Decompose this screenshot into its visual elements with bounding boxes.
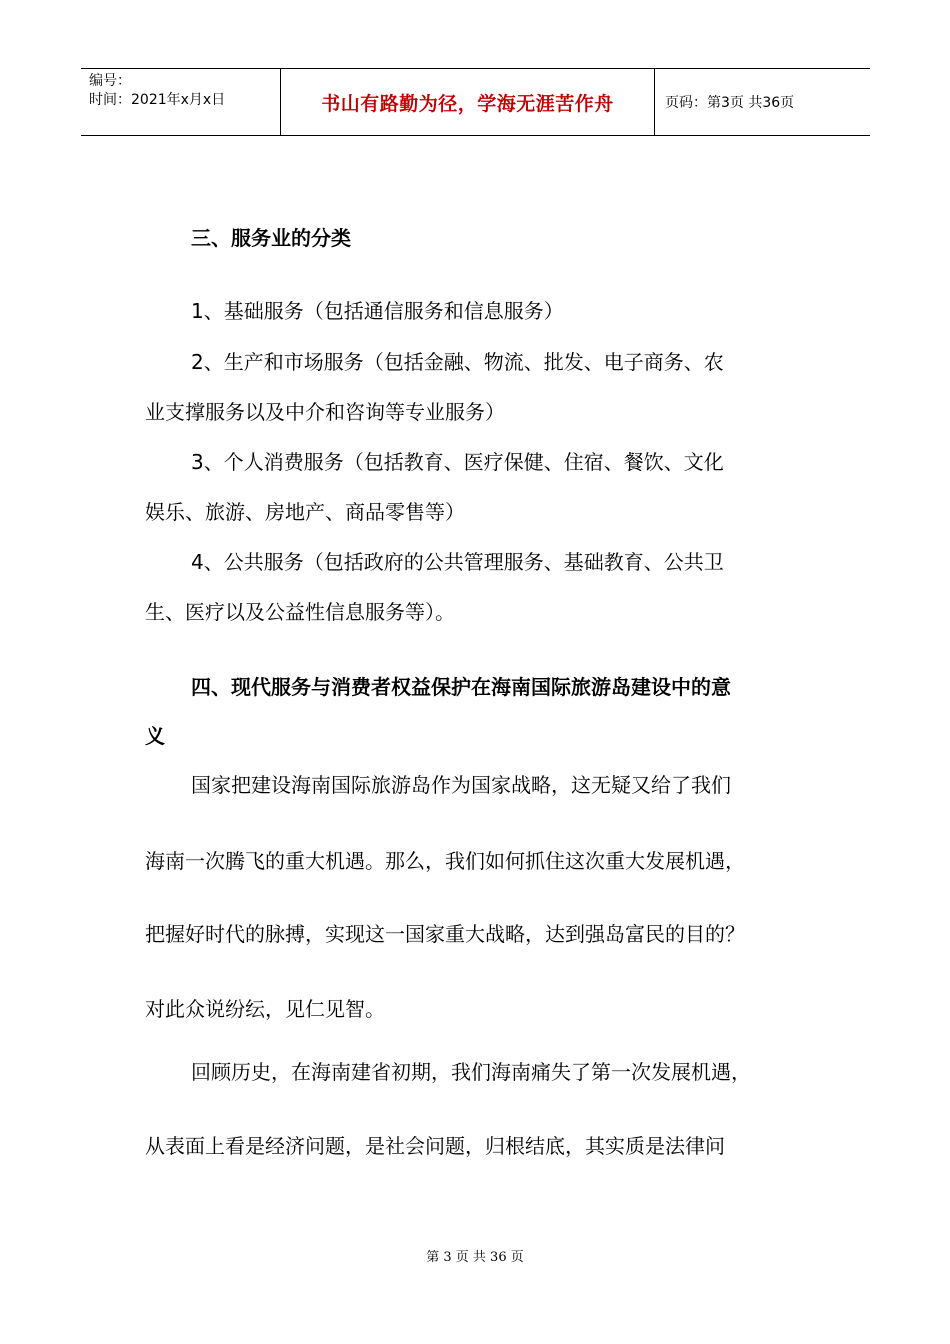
page-footer: 第 3 页 共 36 页 (426, 1250, 524, 1265)
list-item-2-line-1: 2、生产和市场服务（包括金融、物流、批发、电子商务、农 (191, 350, 724, 374)
paragraph-2-line-1: 回顾历史，在海南建省初期，我们海南痛失了第一次发展机遇， (191, 1060, 751, 1084)
list-item-3-line-1: 3、个人消费服务（包括教育、医疗保健、住宿、餐饮、文化 (191, 450, 724, 474)
header-page-cell (655, 69, 870, 135)
header-motto-cell (281, 69, 655, 135)
section-heading-3: 三、服务业的分类 (191, 226, 351, 250)
header-page-info: 页码：第3页 共36页 (665, 95, 795, 111)
header-motto: 书山有路勤为径，学海无涯苦作舟 (321, 92, 614, 115)
paragraph-1-line-4: 对此众说纷纭，见仁见智。 (145, 997, 385, 1021)
list-item-1: 1、基础服务（包括通信服务和信息服务） (191, 299, 564, 323)
document-date-label: 时间：2021年x月x日 (89, 92, 226, 108)
section-heading-4-line-1: 四、现代服务与消费者权益保护在海南国际旅游岛建设中的意 (191, 675, 731, 699)
section-heading-4-line-2: 义 (145, 724, 165, 748)
paragraph-1-line-3: 把握好时代的脉搏，实现这一国家重大战略，达到强岛富民的目的？ (145, 922, 745, 946)
paragraph-2-line-2: 从表面上看是经济问题，是社会问题，归根结底，其实质是法律问 (145, 1134, 725, 1158)
list-item-3-line-2: 娱乐、旅游、房地产、商品零售等） (145, 500, 465, 524)
paragraph-1-line-1: 国家把建设海南国际旅游岛作为国家战略，这无疑又给了我们 (191, 773, 731, 797)
page-header (81, 68, 870, 136)
paragraph-1-line-2: 海南一次腾飞的重大机遇。那么，我们如何抓住这次重大发展机遇， (145, 849, 745, 873)
document-number-label: 编号： (89, 73, 131, 89)
list-item-2-line-2: 业支撑服务以及中介和咨询等专业服务） (145, 400, 505, 424)
list-item-4-line-2: 生、医疗以及公益性信息服务等）。 (145, 600, 455, 624)
header-meta-cell (81, 69, 281, 135)
list-item-4-line-1: 4、公共服务（包括政府的公共管理服务、基础教育、公共卫 (191, 550, 724, 574)
